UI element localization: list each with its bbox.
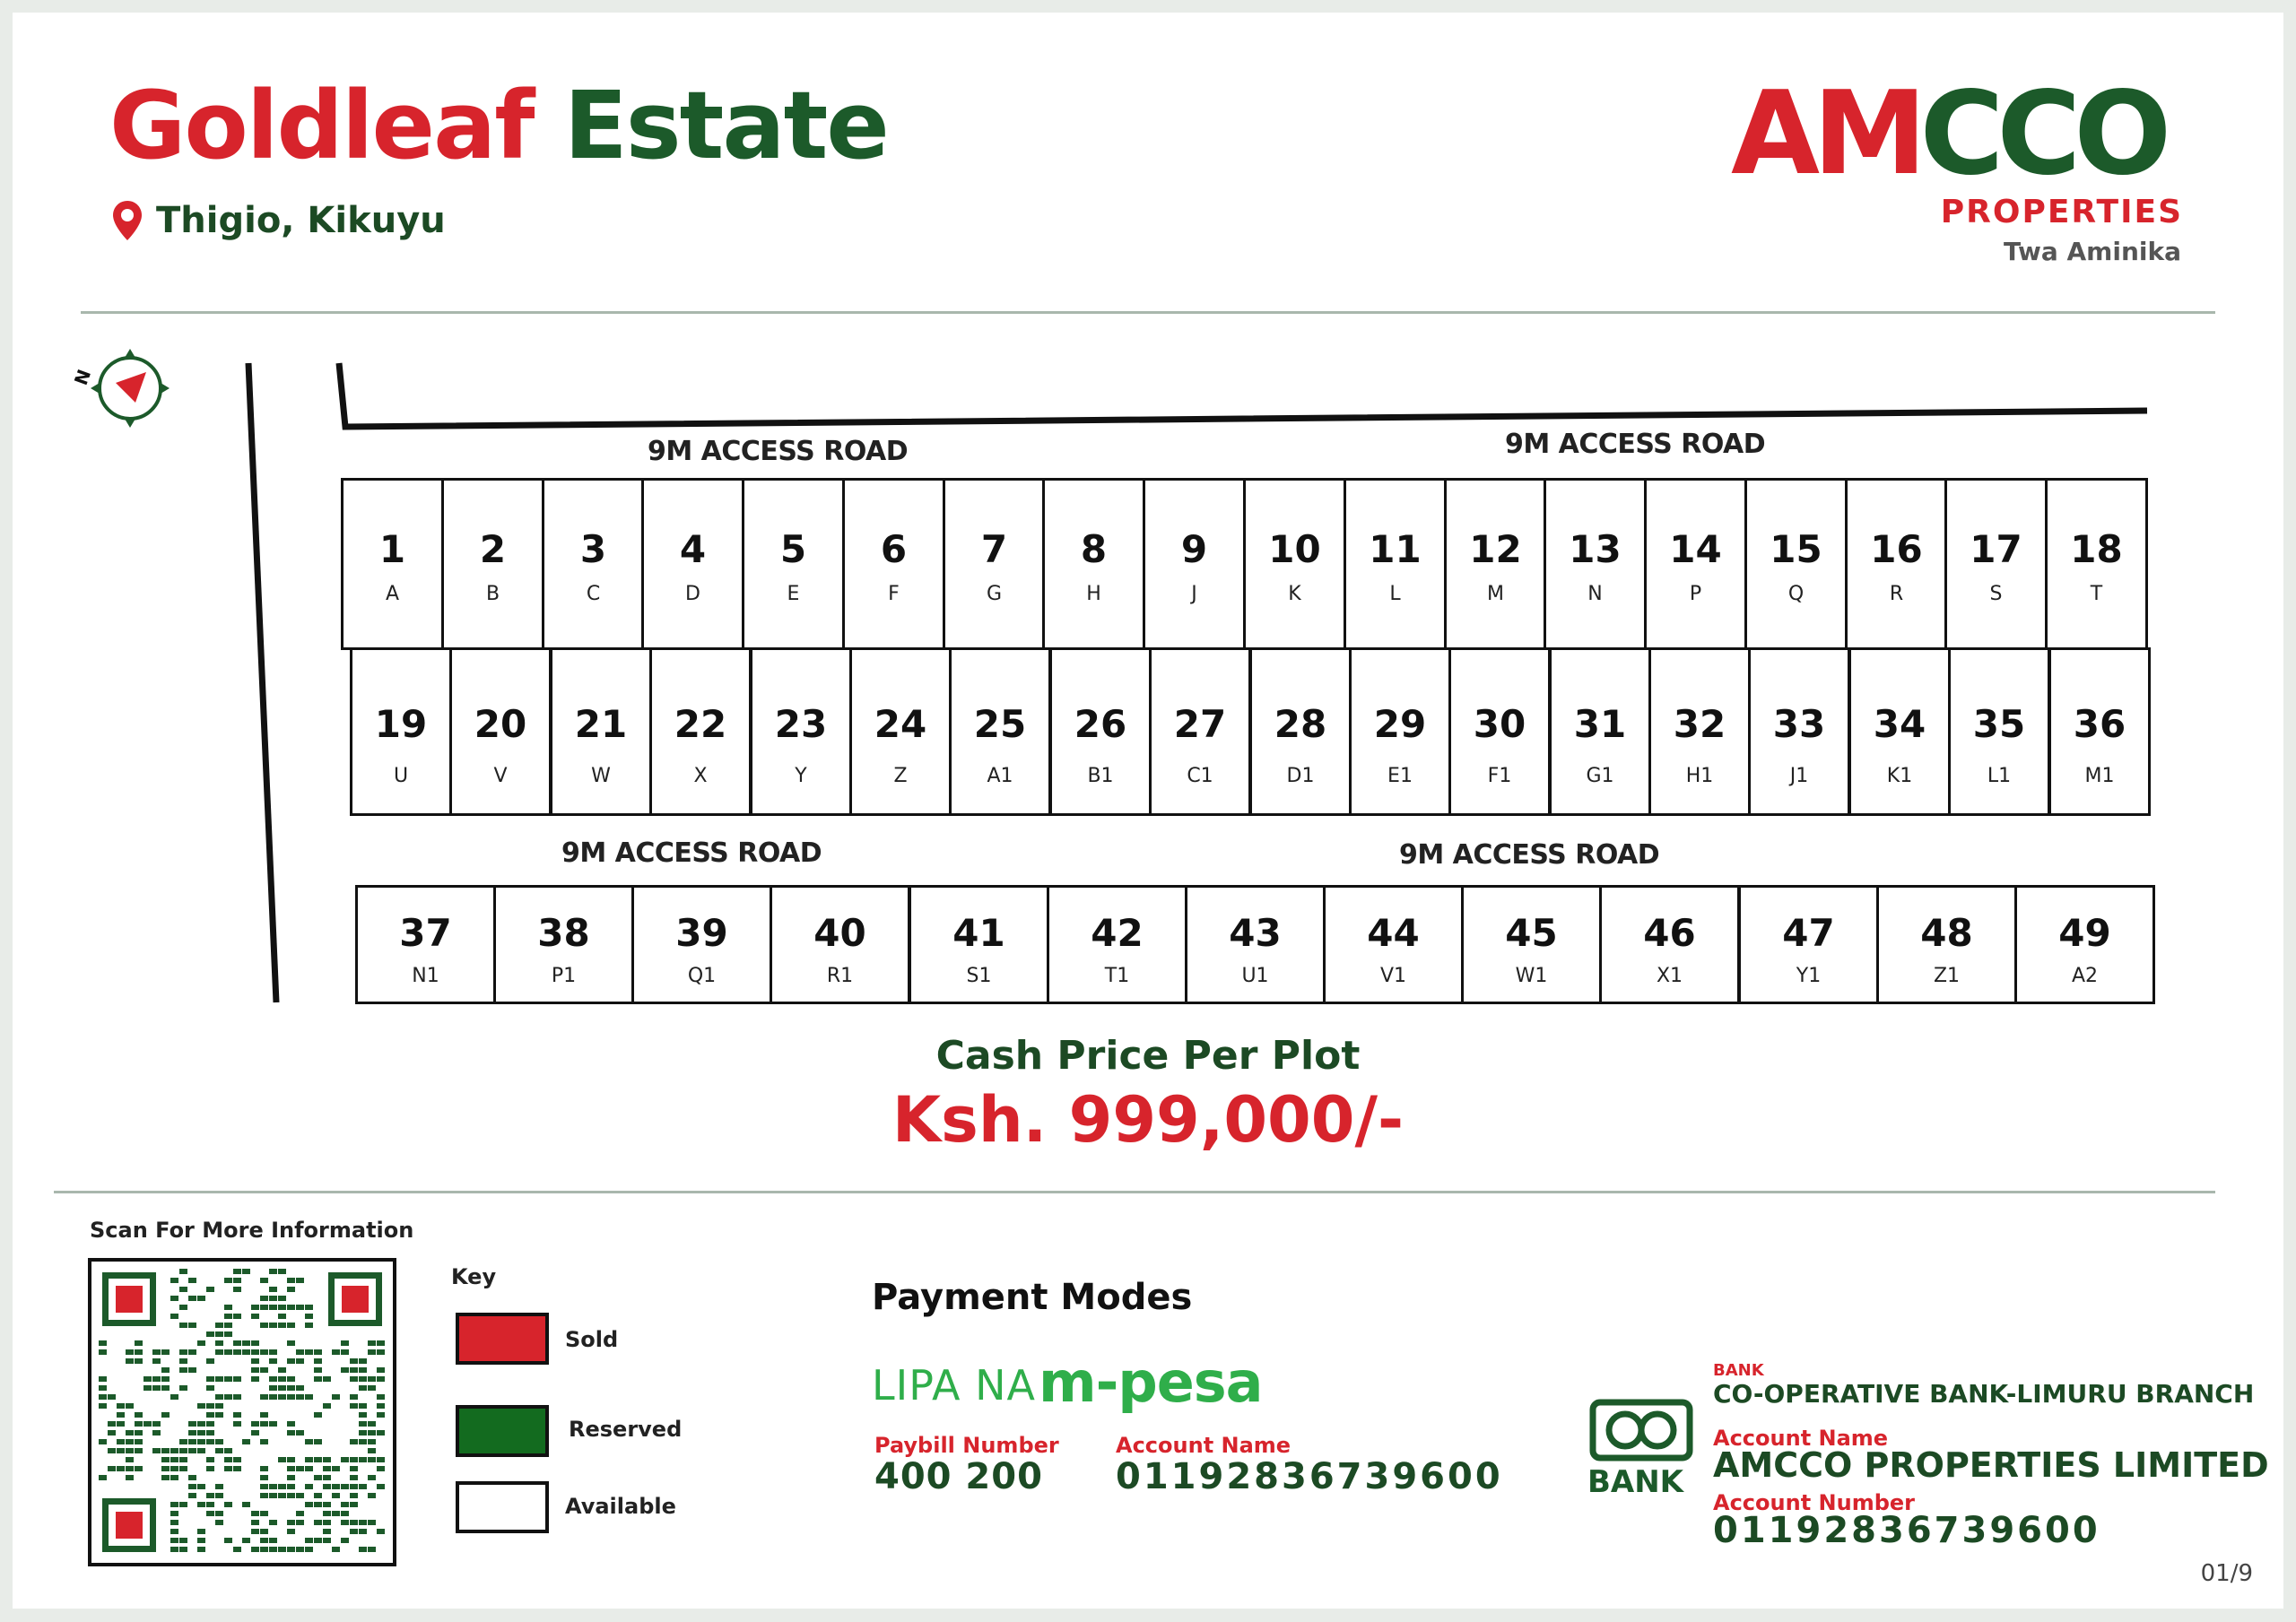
plot-number: 16: [1870, 527, 1923, 571]
plot-letter: V: [493, 765, 508, 787]
key-label-sold: Sold: [565, 1327, 619, 1352]
plot-number: 14: [1669, 527, 1722, 571]
plot-number: 12: [1469, 527, 1522, 571]
bank-name: CO-OPERATIVE BANK-LIMURU BRANCH: [1713, 1379, 2255, 1409]
plot-letter: W1: [1515, 965, 1548, 987]
plot-46[interactable]: [1599, 885, 1740, 1004]
plot-10[interactable]: [1243, 478, 1346, 650]
plot-39[interactable]: [631, 885, 772, 1004]
access-road-label: 9M ACCESS ROAD: [648, 436, 909, 467]
paybill-value: 400 200: [874, 1456, 1043, 1497]
plot-number: 5: [779, 527, 807, 571]
logo-tagline: Twa Aminika: [2003, 237, 2181, 266]
plot-6[interactable]: [842, 478, 945, 650]
plot-15[interactable]: [1744, 478, 1848, 650]
key-swatch-reserved: [456, 1405, 549, 1457]
plot-letter: P: [1689, 583, 1702, 605]
plot-number: 15: [1770, 527, 1822, 571]
access-road-label: 9M ACCESS ROAD: [561, 837, 822, 869]
coop-bank-logo-text: BANK: [1587, 1464, 1684, 1500]
plot-letter: V1: [1379, 965, 1407, 987]
plot-12[interactable]: [1444, 478, 1547, 650]
boundary-top-road: [339, 363, 2147, 427]
plot-letter: X1: [1656, 965, 1683, 987]
plot-letter: U1: [1241, 965, 1269, 987]
plot-letter: K: [1288, 583, 1301, 605]
plot-45[interactable]: [1461, 885, 1602, 1004]
bank-account-number-label: Account Number: [1713, 1490, 1915, 1515]
plot-letter: J: [1191, 583, 1197, 605]
plot-22[interactable]: [649, 647, 752, 816]
plot-34[interactable]: [1848, 647, 1951, 816]
title-goldleaf: Goldleaf: [109, 71, 534, 180]
plot-letter: Z1: [1933, 965, 1961, 987]
plot-16[interactable]: [1845, 478, 1948, 650]
key-label-available: Available: [565, 1494, 676, 1519]
plot-letter: R: [1889, 583, 1904, 605]
mpesa-account-value: 01192836739600: [1116, 1456, 1503, 1497]
plot-42[interactable]: [1047, 885, 1187, 1004]
plot-number: 25: [973, 702, 1027, 746]
access-road-label: 9M ACCESS ROAD: [1399, 839, 1660, 871]
plot-number: 44: [1367, 911, 1420, 955]
plot-number: 13: [1569, 527, 1622, 571]
plot-letter: A1: [987, 765, 1013, 787]
plot-letter: X: [693, 765, 708, 787]
plot-letter: E1: [1387, 765, 1413, 787]
key-swatch-available: [456, 1481, 549, 1533]
plot-letter: B: [485, 583, 500, 605]
plot-27[interactable]: [1149, 647, 1251, 816]
plot-letter: D: [685, 583, 700, 605]
plot-44[interactable]: [1323, 885, 1464, 1004]
plot-number: 35: [1972, 702, 2026, 746]
plot-18[interactable]: [2045, 478, 2148, 650]
plot-letter: B1: [1087, 765, 1114, 787]
plot-letter: M: [1487, 583, 1504, 605]
plot-number: 36: [2073, 702, 2126, 746]
mpesa-logo: m-pesa: [1039, 1349, 1263, 1415]
compass-icon: [91, 349, 170, 428]
plot-letter: H1: [1685, 765, 1714, 787]
plot-letter: H: [1086, 583, 1101, 605]
plot-letter: D1: [1286, 765, 1315, 787]
plot-number: 9: [1180, 527, 1208, 571]
coop-bank-logo: [1587, 1399, 1695, 1500]
cash-price-label: Cash Price Per Plot: [935, 1033, 1361, 1079]
plot-letter: N1: [412, 965, 439, 987]
plot-25[interactable]: [949, 647, 1051, 816]
plot-28[interactable]: [1249, 647, 1352, 816]
plot-number: 34: [1873, 702, 1926, 746]
plot-letter: E: [787, 583, 800, 605]
footer-divider: [54, 1191, 2215, 1193]
plot-letter: S1: [966, 965, 992, 987]
plot-letter: F1: [1487, 765, 1512, 787]
plot-8[interactable]: [1042, 478, 1145, 650]
key-swatch-sold: [456, 1313, 549, 1365]
plot-9[interactable]: [1143, 478, 1246, 650]
plot-number: 18: [2070, 527, 2123, 571]
plot-letter: A2: [2071, 965, 2099, 987]
plot-letter: G: [986, 583, 1003, 605]
plot-number: 27: [1173, 702, 1227, 746]
plot-letter: L1: [1987, 765, 2012, 787]
plot-33[interactable]: [1748, 647, 1850, 816]
plot-number: 11: [1369, 527, 1422, 571]
plot-letter: F: [888, 583, 900, 605]
plot-letter: M1: [2084, 765, 2115, 787]
key-label-reserved: Reserved: [569, 1417, 683, 1442]
plot-number: 30: [1473, 702, 1526, 746]
paybill-label: Paybill Number: [874, 1433, 1059, 1458]
plot-1[interactable]: [341, 478, 444, 650]
mpesa-account-label: Account Name: [1116, 1433, 1292, 1458]
plot-number: 2: [479, 527, 507, 571]
plot-number: 31: [1573, 702, 1627, 746]
plot-37[interactable]: [355, 885, 496, 1004]
plot-29[interactable]: [1349, 647, 1451, 816]
plot-13[interactable]: [1544, 478, 1647, 650]
plot-number: 1: [378, 527, 406, 571]
plot-47[interactable]: [1738, 885, 1879, 1004]
plot-number: 45: [1505, 911, 1558, 955]
plot-23[interactable]: [750, 647, 852, 816]
plot-letter: T1: [1104, 965, 1130, 987]
plot-number: 48: [1920, 911, 1973, 955]
logo-wordmark: AMCCO: [1731, 67, 2165, 201]
plot-7[interactable]: [943, 478, 1046, 650]
plot-letter: K1: [1886, 765, 1913, 787]
plot-number: 26: [1074, 702, 1127, 746]
plot-35[interactable]: [1948, 647, 2050, 816]
bank-account-number: 01192836739600: [1713, 1510, 2100, 1551]
plot-19[interactable]: [350, 647, 452, 816]
plot-letter: C1: [1187, 765, 1213, 787]
plot-5[interactable]: [742, 478, 845, 650]
plot-40[interactable]: [770, 885, 910, 1004]
plot-letter: S: [1989, 583, 2003, 605]
plot-30[interactable]: [1448, 647, 1551, 816]
plot-number: 40: [813, 911, 866, 955]
plot-letter: R1: [826, 965, 854, 987]
plot-letter: Y: [795, 765, 807, 787]
lipa-na-label: LIPA NA: [872, 1361, 1036, 1409]
page-number: 01/9: [2200, 1560, 2253, 1587]
compass-north-label: N: [69, 366, 96, 388]
plot-letter: Q: [1787, 583, 1805, 605]
plot-2[interactable]: [441, 478, 544, 650]
plot-number: 28: [1274, 702, 1327, 746]
plot-36[interactable]: [2048, 647, 2151, 816]
bank-account-name-label: Account Name: [1713, 1426, 1889, 1451]
plot-letter: A: [385, 583, 400, 605]
plot-number: 22: [674, 702, 727, 746]
plot-number: 4: [679, 527, 707, 571]
plot-14[interactable]: [1644, 478, 1747, 650]
plot-number: 19: [374, 702, 428, 746]
plot-letter: L: [1389, 583, 1401, 605]
plot-letter: Y1: [1796, 965, 1822, 987]
plot-3[interactable]: [542, 478, 645, 650]
plot-number: 23: [774, 702, 828, 746]
plot-number: 33: [1772, 702, 1826, 746]
plot-number: 3: [579, 527, 607, 571]
qr-code-icon: [91, 1262, 393, 1563]
access-road-label: 9M ACCESS ROAD: [1505, 429, 1766, 460]
plot-number: 43: [1229, 911, 1282, 955]
bank-label: BANK: [1713, 1361, 1764, 1380]
plot-31[interactable]: [1549, 647, 1651, 816]
boundary-left-road: [248, 363, 276, 1002]
plot-41[interactable]: [909, 885, 1049, 1004]
plot-number: 24: [874, 702, 927, 746]
plot-letter: Q1: [687, 965, 717, 987]
key-title: Key: [451, 1264, 497, 1289]
plot-11[interactable]: [1344, 478, 1447, 650]
plot-number: 49: [2058, 911, 2111, 955]
coop-bank-icon: [1587, 1399, 1695, 1462]
plot-letter: W: [591, 765, 611, 787]
plot-number: 8: [1080, 527, 1108, 571]
qr-code[interactable]: [88, 1258, 396, 1566]
bank-account-name: AMCCO PROPERTIES LIMITED: [1713, 1445, 2269, 1485]
plot-number: 10: [1268, 527, 1321, 571]
plot-4[interactable]: [641, 478, 744, 650]
plot-49[interactable]: [2014, 885, 2155, 1004]
plot-17[interactable]: [1944, 478, 2048, 650]
plot-number: 37: [399, 911, 452, 955]
cash-price-value: Ksh. 999,000/-: [891, 1083, 1405, 1157]
plot-letter: C: [586, 583, 601, 605]
plot-number: 47: [1782, 911, 1835, 955]
plot-43[interactable]: [1185, 885, 1326, 1004]
plot-24[interactable]: [849, 647, 952, 816]
plot-letter: N: [1587, 583, 1603, 605]
plot-32[interactable]: [1648, 647, 1751, 816]
plot-number: 41: [952, 911, 1005, 955]
plot-number: 21: [574, 702, 628, 746]
plot-number: 32: [1673, 702, 1726, 746]
plot-letter: U: [393, 765, 409, 787]
plot-48[interactable]: [1876, 885, 2017, 1004]
plot-number: 6: [880, 527, 908, 571]
plot-letter: T: [2090, 583, 2103, 605]
plot-letter: Z: [893, 765, 908, 787]
plot-number: 29: [1373, 702, 1427, 746]
plot-number: 39: [675, 911, 728, 955]
plot-20[interactable]: [449, 647, 552, 816]
qr-caption: Scan For More Information: [90, 1218, 414, 1243]
plot-letter: G1: [1586, 765, 1614, 787]
plot-number: 20: [474, 702, 527, 746]
plot-number: 38: [537, 911, 590, 955]
title-estate: Estate: [563, 71, 888, 180]
plot-21[interactable]: [550, 647, 652, 816]
plot-number: 7: [980, 527, 1008, 571]
plot-number: 17: [1970, 527, 2022, 571]
plot-38[interactable]: [493, 885, 634, 1004]
plot-number: 42: [1091, 911, 1144, 955]
payment-modes-title: Payment Modes: [872, 1277, 1193, 1318]
plot-number: 46: [1643, 911, 1696, 955]
plot-26[interactable]: [1049, 647, 1152, 816]
logo-properties: PROPERTIES: [1940, 194, 2183, 230]
plot-letter: J1: [1789, 765, 1809, 787]
plot-letter: P1: [551, 965, 577, 987]
location-text: Thigio, Kikuyu: [156, 200, 446, 241]
